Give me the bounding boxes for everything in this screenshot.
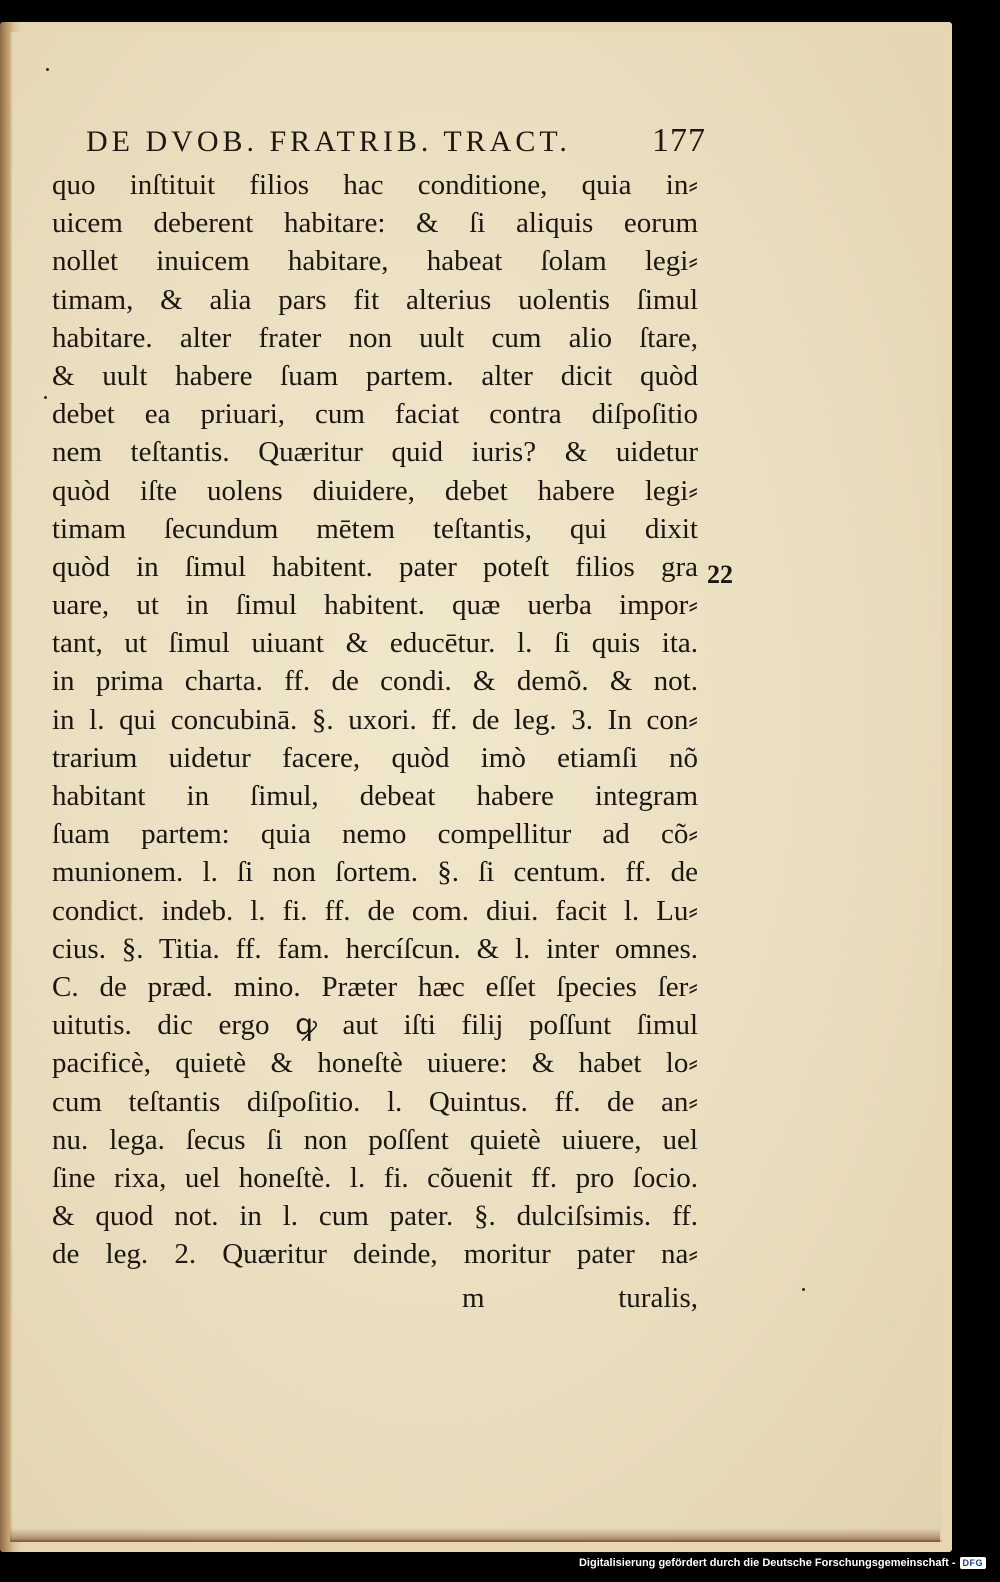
text-line: ſuam partem: quia nemo compellitur ad cõ⸗ [52, 818, 698, 851]
text-line: uicem deberent habitare: & ſi aliquis eorum [52, 207, 698, 240]
text-line: & uult habere ſuam partem. alter dicit quòd [52, 359, 698, 392]
page-foot [462, 1282, 698, 1315]
text-line: in l. qui concubinā. §. uxori. ff. de leg. 3. In con⸗ [52, 703, 698, 736]
body-text [52, 166, 698, 1273]
footer-credit [579, 1557, 986, 1569]
text-line: & quod not. in l. cum pater. §. dulciſsimis. ff. [52, 1200, 698, 1233]
text-line: munionem. l. ſi non ſortem. §. ſi centum. ff. de [52, 856, 698, 889]
running-head [86, 122, 706, 160]
text-line: in prima charta. ff. de condi. & demõ. & not. [52, 665, 698, 698]
text-line: habitare. alter frater non uult cum alio ſtare, [52, 321, 698, 354]
page-bottom-stain [10, 1528, 940, 1542]
paper-speck [802, 1288, 805, 1291]
paper-speck [44, 396, 47, 399]
text-line: quòd in ſimul habitent. pater poteſt filios gra [52, 550, 698, 583]
text-line: uare, ut in ſimul habitent. quæ uerba impor⸗ [52, 589, 698, 622]
text-line: quo inſtituit filios hac conditione, quia in⸗ [52, 169, 698, 201]
text-line: uitutis. dic ergo ꝙ aut iſti filij poſſunt ſimul [52, 1009, 698, 1042]
text-line: nem teſtantis. Quæritur quid iuris? & uidetur [52, 436, 698, 469]
paper-speck [46, 68, 49, 71]
text-line: timam, & alia pars fit alterius uolentis ſimul [52, 283, 698, 316]
footer-credit-text: Digitalisierung gefördert durch die Deutsche Forschungsgemeinschaft - [578, 1557, 956, 1569]
catchword: turalis, [618, 1282, 698, 1314]
text-line: condict. indeb. l. fi. ff. de com. diui. facit l. Lu⸗ [52, 894, 698, 927]
text-line: quòd iſte uolens diuidere, debet habere legi⸗ [52, 474, 698, 507]
text-line: trarium uidetur facere, quòd imò etiamſi nõ [52, 741, 698, 774]
text-line: nu. lega. ſecus ſi non poſſent quietè uiuere, uel [52, 1123, 698, 1156]
margin-note: 22 [707, 560, 733, 589]
text-line: C. de præd. mino. Præter hæc eſſet ſpecies ſer⸗ [52, 970, 698, 1003]
running-title: DE DVOB. FRATRIB. TRACT. [86, 125, 571, 158]
text-line: pacificè, quietè & honeſtè uiuere: & habet lo⸗ [52, 1047, 698, 1080]
text-line: habitant in ſimul, debeat habere integram [52, 780, 698, 812]
text-line: debet ea priuari, cum faciat contra diſpoſitio [52, 398, 698, 431]
text-line: timam ſecundum mētem teſtantis, qui dixit [52, 512, 698, 545]
text-line: nollet inuicem habitare, habeat ſolam legi⸗ [52, 245, 698, 278]
page-number: 177 [652, 122, 706, 159]
signature-mark: m [462, 1282, 485, 1314]
text-line: ſine rixa, uel honeſtè. l. fi. cõuenit ff. pro ſocio. [52, 1161, 698, 1194]
text-line: tant, ut ſimul uiuant & educētur. l. ſi quis ita. [52, 627, 698, 660]
text-line: de leg. 2. Quæritur deinde, moritur pater na⸗ [52, 1238, 698, 1271]
text-line: cius. §. Titia. ff. fam. hercíſcun. & l. inter omnes. [52, 932, 698, 965]
dfg-logo: DFG [960, 1557, 987, 1569]
text-line: cum teſtantis diſpoſitio. l. Quintus. ff. de an⸗ [52, 1085, 698, 1118]
